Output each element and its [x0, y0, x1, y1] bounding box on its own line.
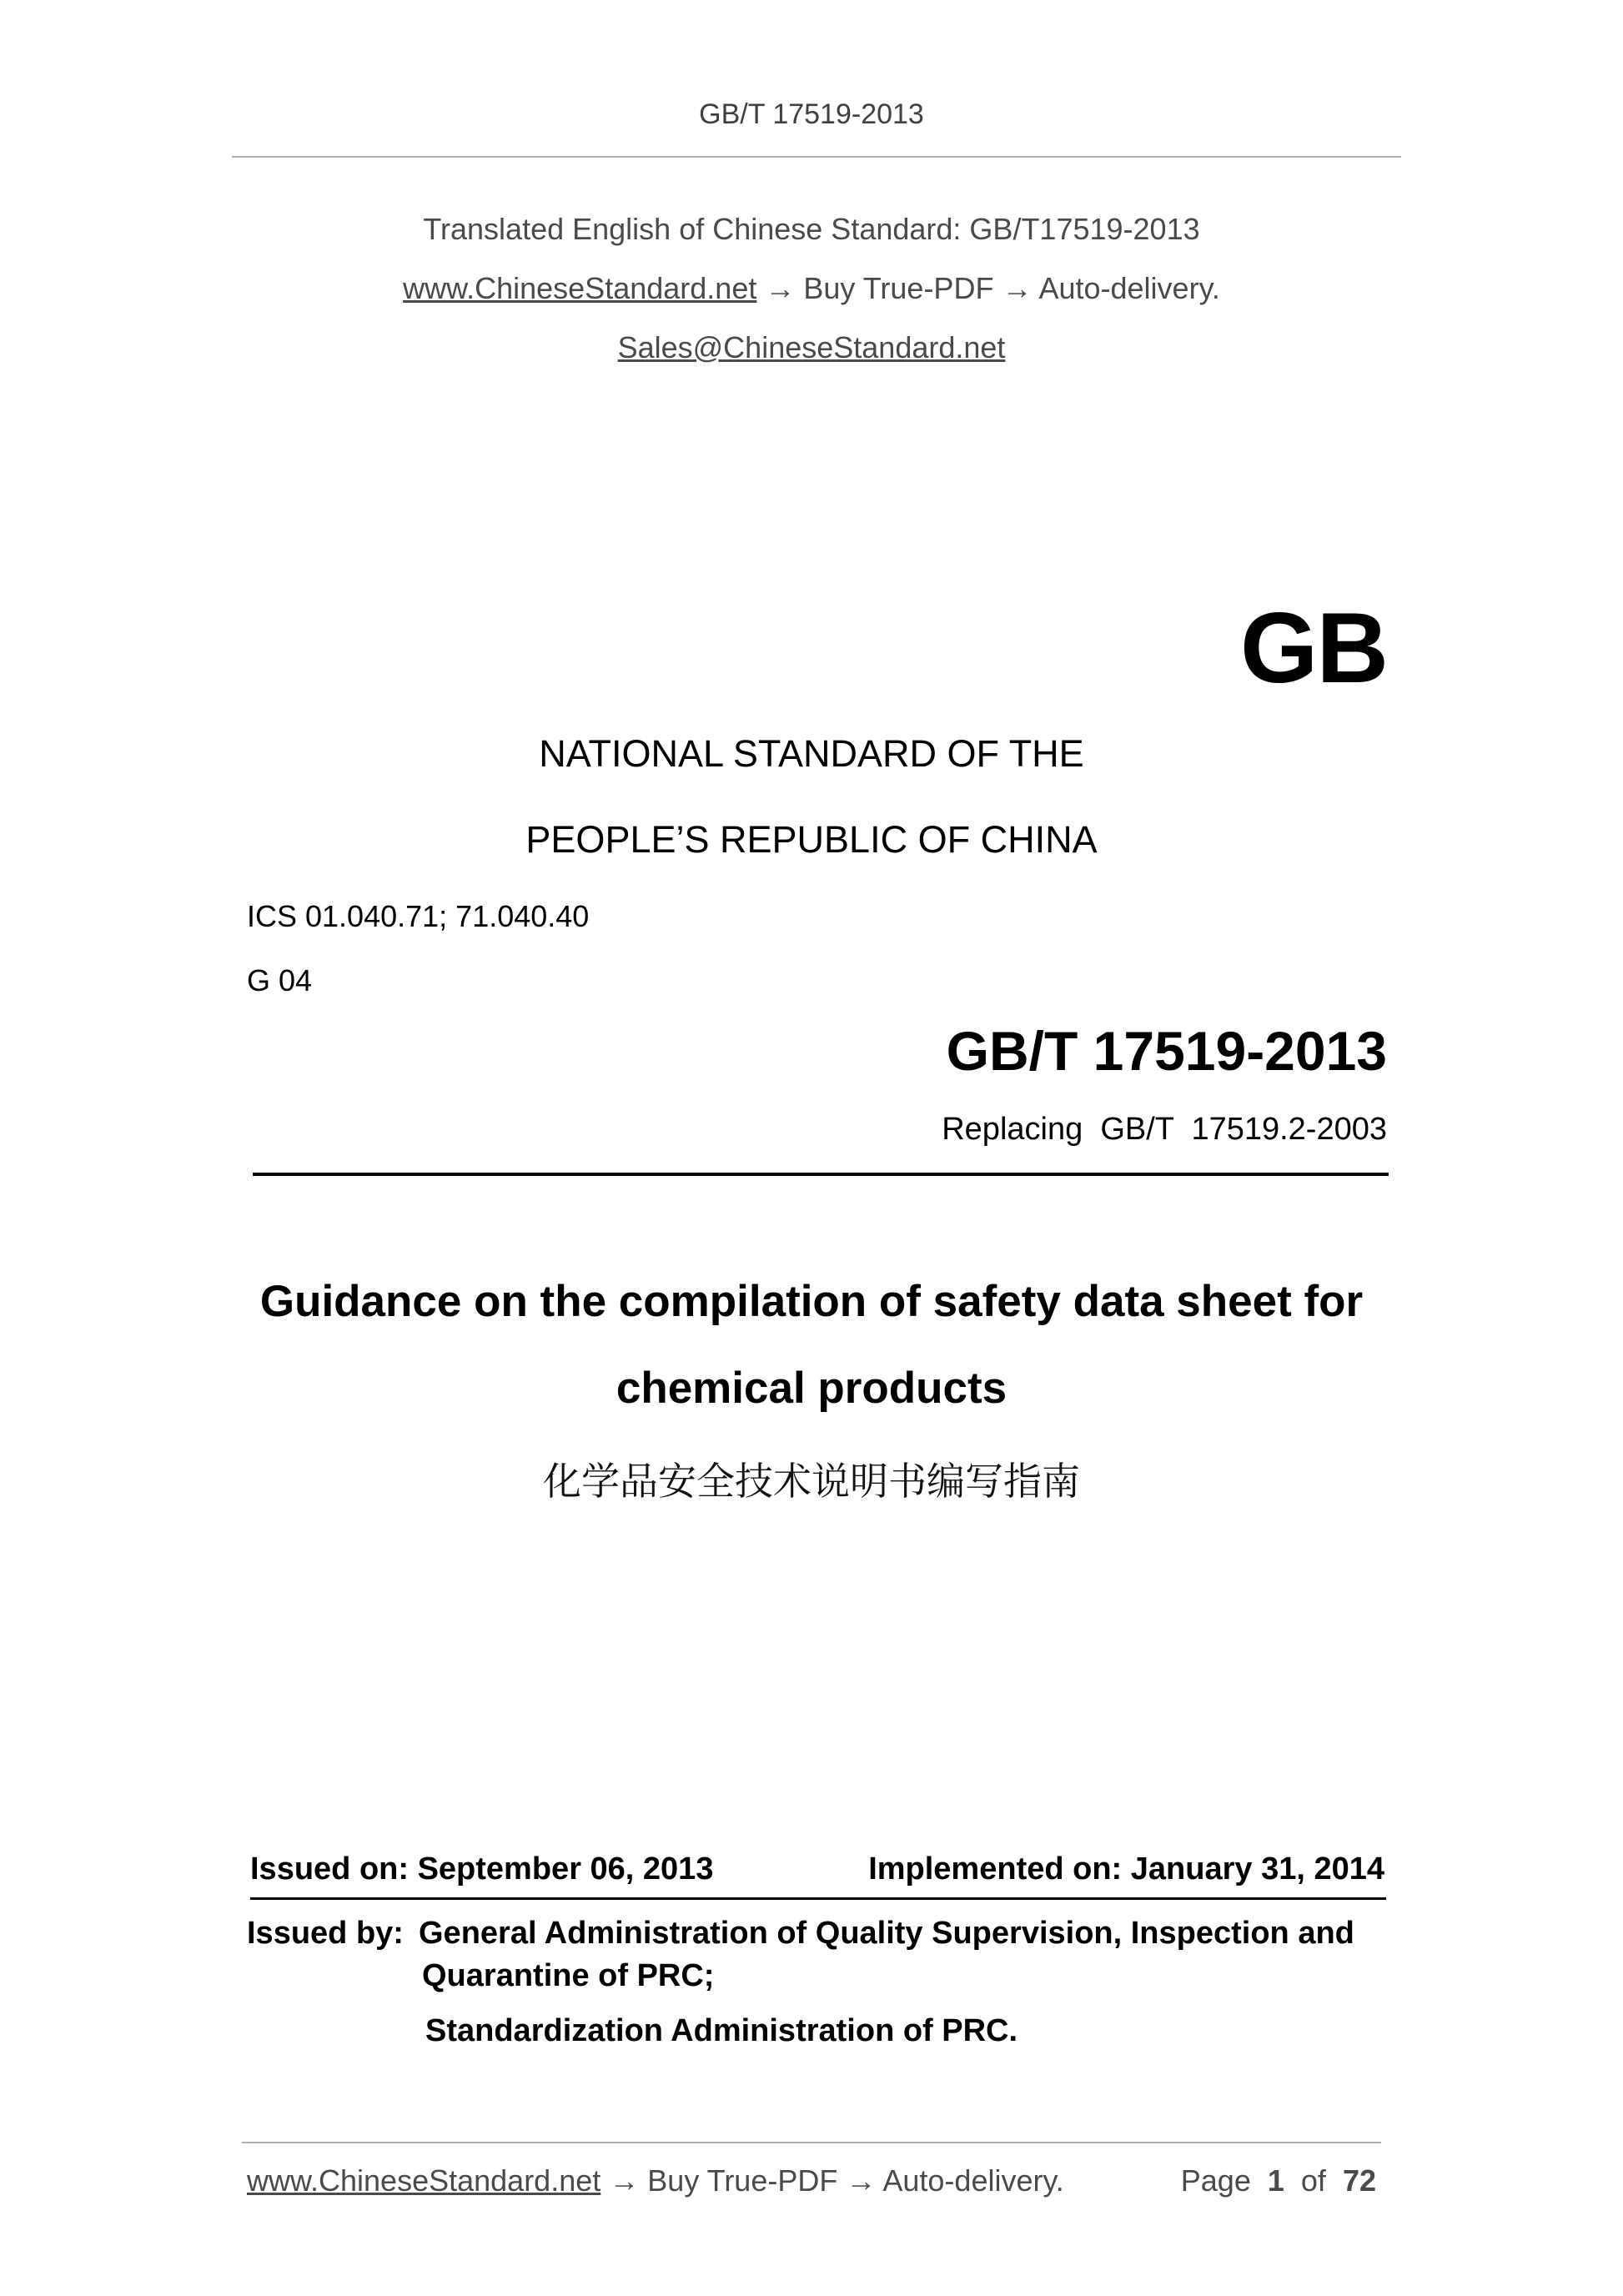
of-label: of — [1300, 2163, 1326, 2198]
ics-code: ICS 01.040.71; 71.040.40 — [247, 899, 590, 933]
running-header-title: GB/T 17519-2013 — [699, 98, 924, 130]
document-title-line-1: Guidance on the compilation of safety data sheet for — [259, 1277, 1364, 1326]
document-title-chinese: 化学品安全技术说明书编写指南 — [543, 1459, 1080, 1504]
page-label: Page — [1180, 2163, 1251, 2198]
header-divider — [232, 156, 1401, 158]
issuer-1-line-1: General Administration of Quality Supervision, Inspection and — [419, 1916, 1354, 1951]
footer-site-link[interactable]: www.ChineseStandard.net — [247, 2163, 601, 2198]
auto-delivery-text: Auto-delivery. — [1038, 271, 1220, 305]
translation-notice: Translated English of Chinese Standard: GB/T17519-2013 — [423, 212, 1200, 246]
footer-purchase-line — [247, 2163, 1064, 2198]
buy-true-pdf-text: Buy True-PDF — [803, 271, 994, 305]
arrow-right-icon: → — [609, 2163, 640, 2198]
issued-by-label: Issued by: — [247, 1916, 404, 1951]
national-standard-line-2: PEOPLE’S REPUBLIC OF CHINA — [525, 818, 1098, 861]
implemented-on-date: Implemented on: January 31, 2014 — [868, 1851, 1384, 1887]
page-number: 1 — [1267, 2163, 1284, 2198]
issuer-2: Standardization Administration of PRC. — [425, 2013, 1018, 2048]
standard-number: GB/T 17519-2013 — [946, 1020, 1387, 1082]
arrow-right-icon: → — [765, 271, 796, 305]
arrow-right-icon: → — [1002, 271, 1033, 305]
page-total: 72 — [1342, 2163, 1376, 2198]
sales-email-link[interactable]: Sales@ChineseStandard.net — [617, 330, 1006, 364]
national-standard-line-1: NATIONAL STANDARD OF THE — [539, 732, 1084, 775]
gb-mark: GB — [1240, 592, 1387, 704]
issuer-1-line-2: Quarantine of PRC; — [422, 1958, 715, 1993]
site-link[interactable]: www.ChineseStandard.net — [403, 271, 757, 305]
issued-on-date: Issued on: September 06, 2013 — [250, 1851, 714, 1887]
replacing-note: Replacing GB/T 17519.2-2003 — [942, 1112, 1387, 1147]
email-line — [0, 330, 1623, 365]
arrow-right-icon: → — [846, 2163, 877, 2198]
issue-divider — [250, 1897, 1386, 1900]
footer-buy-text: Buy True-PDF — [647, 2163, 838, 2198]
title-divider — [253, 1173, 1389, 1176]
purchase-line — [0, 271, 1623, 306]
page-indicator — [1181, 2163, 1376, 2198]
footer-delivery-text: Auto-delivery. — [882, 2163, 1064, 2198]
document-title-line-2: chemical products — [616, 1364, 1007, 1413]
ccs-code: G 04 — [247, 963, 313, 997]
footer-divider — [242, 2142, 1381, 2143]
